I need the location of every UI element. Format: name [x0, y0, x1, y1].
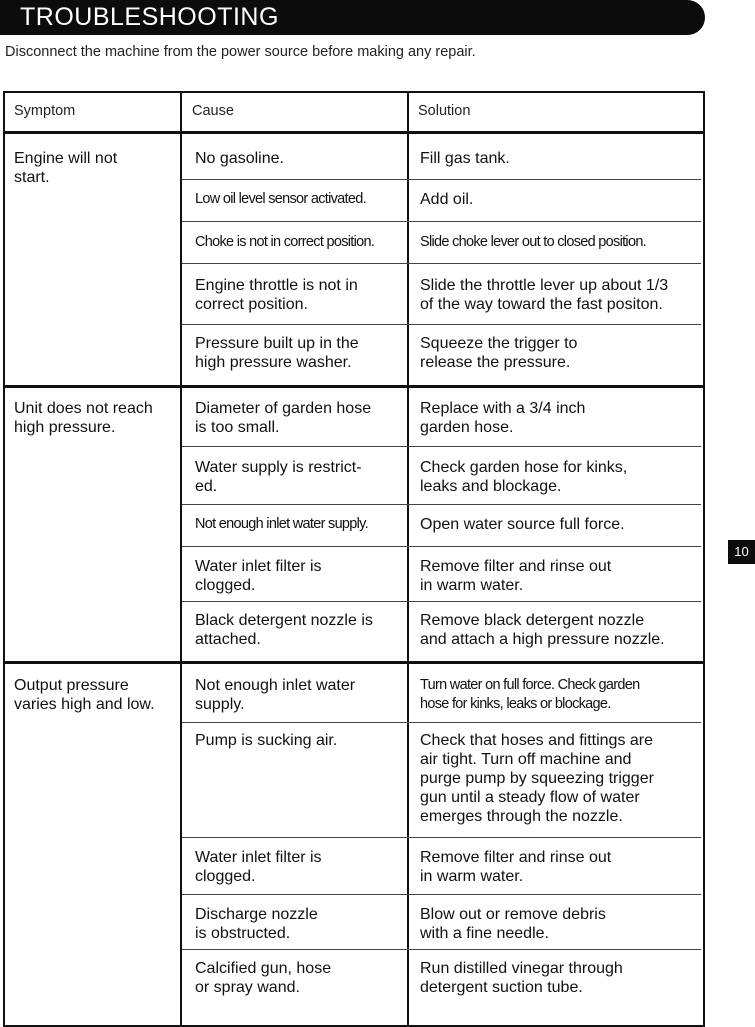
solution-text: Blow out or remove debris with a fine needle.: [420, 906, 606, 942]
header-cause: Cause: [192, 103, 234, 119]
solution-text: Slide the throttle lever up about 1/3 of the way toward the fast positon.: [420, 277, 669, 313]
header-solution: Solution: [418, 103, 471, 119]
row-divider: [182, 546, 701, 547]
group-divider: [5, 661, 703, 664]
cause-text: Water inlet filter is clogged.: [195, 558, 322, 594]
row-divider: [182, 722, 701, 723]
symptom-text: Output pressure varies high and low.: [14, 677, 155, 713]
cause-text: Water inlet filter is clogged.: [195, 849, 322, 885]
solution-text: Fill gas tank.: [420, 150, 510, 167]
solution-text: Replace with a 3/4 inch garden hose.: [420, 400, 586, 436]
cause-text: Pump is sucking air.: [195, 732, 338, 749]
solution-text: Check that hoses and fittings are air tight. Turn off machine and purge pump by squeezing trigger gun until a steady flow of water emerges through the nozzle.: [420, 732, 654, 825]
cause-text: Low oil level sensor activated.: [195, 191, 366, 207]
solution-text: Squeeze the trigger to release the pressure.: [420, 335, 578, 371]
page-number: 10: [728, 540, 755, 564]
symptom-text: Unit does not reach high pressure.: [14, 400, 153, 436]
symptom-text: Engine will not start.: [14, 150, 118, 186]
row-divider: [182, 601, 701, 602]
solution-text: Remove black detergent nozzle and attach a high pressure nozzle.: [420, 612, 665, 648]
page-title: TROUBLESHOOTING: [20, 3, 279, 31]
cause-text: Pressure built up in the high pressure washer.: [195, 335, 359, 371]
cause-text: No gasoline.: [195, 150, 284, 167]
row-divider: [182, 179, 701, 180]
row-divider: [182, 221, 701, 222]
row-divider: [182, 504, 701, 505]
warning-text: Disconnect the machine from the power source before making any repair.: [5, 44, 476, 60]
cause-text: Discharge nozzle is obstructed.: [195, 906, 318, 942]
row-divider: [182, 949, 701, 950]
troubleshooting-table: [3, 91, 705, 1027]
title-bar: [0, 0, 705, 35]
column-divider: [180, 93, 182, 1025]
row-divider: [182, 263, 701, 264]
cause-text: Engine throttle is not in correct position.: [195, 277, 358, 313]
column-divider: [407, 93, 409, 1025]
row-divider: [182, 324, 701, 325]
solution-text: Check garden hose for kinks, leaks and blockage.: [420, 459, 628, 495]
solution-text: Add oil.: [420, 191, 474, 208]
cause-text: Diameter of garden hose is too small.: [195, 400, 372, 436]
table-header: [5, 93, 703, 134]
cause-text: Choke is not in correct position.: [195, 234, 375, 250]
cause-text: Not enough inlet water supply.: [195, 677, 356, 713]
solution-text: Open water source full force.: [420, 516, 625, 533]
cause-text: Black detergent nozzle is attached.: [195, 612, 373, 648]
header-symptom: Symptom: [14, 103, 76, 119]
cause-text: Calcified gun, hose or spray wand.: [195, 960, 332, 996]
group-divider: [5, 385, 703, 388]
cause-text: Not enough inlet water supply.: [195, 516, 368, 532]
solution-text: Turn water on full force. Check garden hose for kinks, leaks or blockage.: [420, 677, 640, 712]
solution-text: Remove filter and rinse out in warm water.: [420, 849, 612, 885]
solution-text: Slide choke lever out to closed position.: [420, 234, 647, 250]
solution-text: Run distilled vinegar through detergent suction tube.: [420, 960, 623, 996]
cause-text: Water supply is restrict- ed.: [195, 459, 362, 495]
row-divider: [182, 894, 701, 895]
row-divider: [182, 837, 701, 838]
solution-text: Remove filter and rinse out in warm water.: [420, 558, 612, 594]
row-divider: [182, 446, 701, 447]
